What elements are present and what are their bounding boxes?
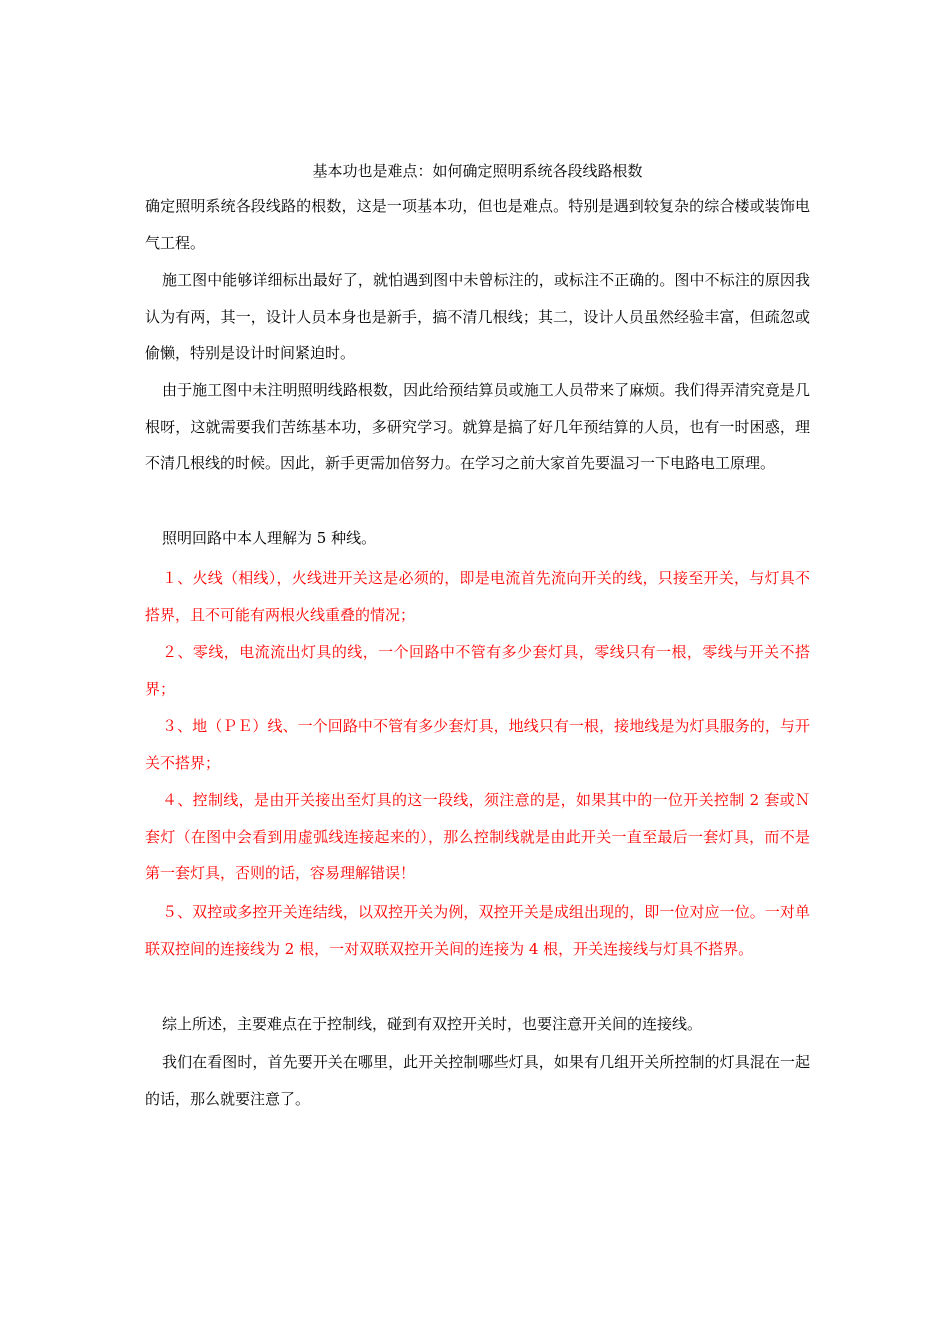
paragraph-difficulty: 由于施工图中未注明照明线路根数，因此给预结算员或施工人员带来了麻烦。我们得弄清究竟是几根呀，这就需要我们苦练基本功，多研究学习。就算是搞了好几年预结算的人员，也有一时困惑，理不清几根线的时候。因此，新手更需加倍努力。在学习之前大家首先要温习一下电路电工原理。 bbox=[145, 381, 810, 472]
paragraph-five-wires: 照明回路中本人理解为 5 种线。 bbox=[162, 529, 377, 547]
paragraph-live-wire: １、火线（相线），火线进开关这是必须的，即是电流首先流向开关的线，只接至开关，与灯具不搭界，且不可能有两根火线重叠的情况； bbox=[145, 569, 810, 624]
paragraph-neutral-wire: ２、零线，电流流出灯具的线，一个回路中不管有多少套灯具，零线只有一根，零线与开关不搭界； bbox=[145, 643, 810, 698]
paragraph-summary: 综上所述，主要难点在于控制线，碰到有双控开关时，也要注意开关间的连接线。 bbox=[162, 1015, 703, 1033]
paragraph-ground-wire: ３、地（ＰＥ）线、一个回路中不管有多少套灯具，地线只有一根，接地线是为灯具服务的，与开关不搭界； bbox=[145, 717, 810, 772]
paragraph-control-wire: ４、控制线，是由开关接出至灯具的这一段线，须注意的是，如果其中的一位开关控制 2 套或Ｎ套灯（在图中会看到用虚弧线连接起来的），那么控制线就是由此开关一直至最后一套灯具，而不是第一套灯具，否则的话，容易理解错误！ bbox=[145, 791, 810, 882]
paragraph-reading-tips: 我们在看图时，首先要开关在哪里，此开关控制哪些灯具，如果有几组开关所控制的灯具混在一起的话，那么就要注意了。 bbox=[145, 1053, 810, 1108]
paragraph-intro: 确定照明系统各段线路的根数，这是一项基本功，但也是难点。特别是遇到较复杂的综合楼或装饰电气工程。 bbox=[145, 197, 810, 252]
paragraph-annotation-reasons: 施工图中能够详细标出最好了，就怕遇到图中未曾标注的，或标注不正确的。图中不标注的原因我认为有两，其一，设计人员本身也是新手，搞不清几根线；其二，设计人员虽然经验丰富，但疏忽或偷懒，特别是设计时间紧迫时。 bbox=[145, 271, 810, 362]
paragraph-two-way-switch: ５、双控或多控开关连结线，以双控开关为例，双控开关是成组出现的，即一位对应一位。一对单联双控间的连接线为 2 根，一对双联双控开关间的连接为 4 根，开关连接线与灯具不搭界。 bbox=[145, 903, 810, 958]
document-title: 基本功也是难点：如何确定照明系统各段线路根数 bbox=[312, 162, 643, 180]
